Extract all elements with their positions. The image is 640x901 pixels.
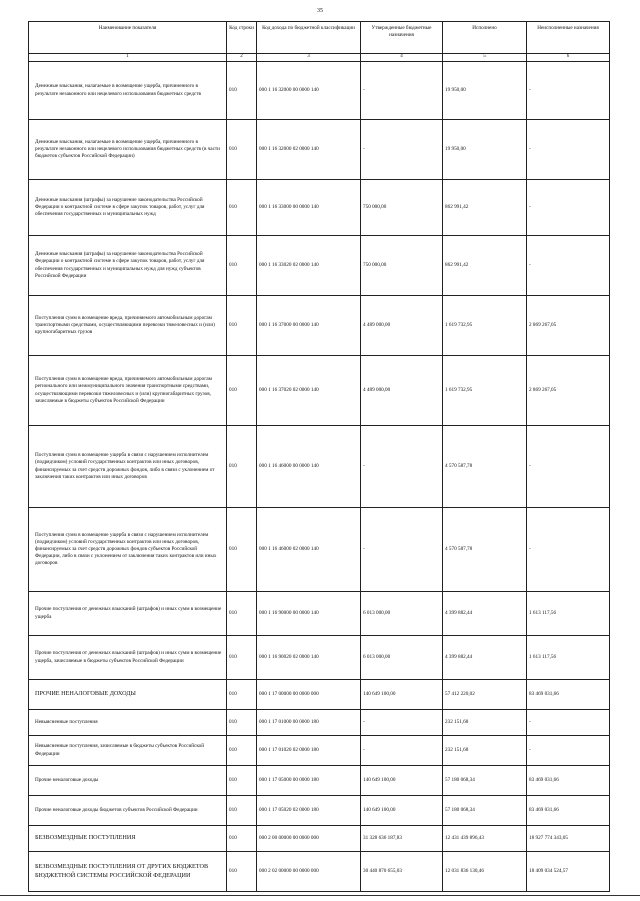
unexecuted-amount: 18 927 774 343,05	[527, 826, 610, 852]
income-code: 000 1 16 37020 02 0000 140	[257, 356, 361, 426]
budget-income-table	[28, 21, 610, 892]
table-row	[29, 180, 610, 236]
executed-amount: 232 151,68	[443, 710, 527, 736]
unexecuted-amount: 83 469 031,66	[527, 680, 610, 710]
executed-amount: 4 570 587,78	[443, 426, 527, 508]
unexecuted-amount: -	[527, 120, 610, 180]
header-line-code: Код строки	[227, 22, 257, 54]
unexecuted-amount: -	[527, 736, 610, 766]
column-number: 3	[257, 54, 361, 62]
approved-amount: 30 440 870 655,03	[361, 852, 443, 892]
income-code: 000 1 17 01020 02 0000 180	[257, 736, 361, 766]
executed-amount: 232 151,68	[443, 736, 527, 766]
indicator-name: Поступления сумм в возмещение ущерба в связи с нарушением исполнителем (подрядчиком) условий государственных контрактов или иных договоров, финансируемых за счет средств дорожных фондов субъектов Российской Федерации, либо в связи с уклонением от заключения таких контрактов или иных договоров	[29, 508, 227, 592]
approved-amount: -	[361, 710, 443, 736]
income-code: 000 1 17 05000 00 0000 180	[257, 766, 361, 796]
unexecuted-amount: -	[527, 236, 610, 296]
executed-amount: 862 991,42	[443, 180, 527, 236]
executed-amount: 19 950,00	[443, 120, 527, 180]
income-code: 000 1 17 00000 00 0000 000	[257, 680, 361, 710]
column-number: 5	[443, 54, 527, 62]
approved-amount: -	[361, 426, 443, 508]
approved-amount: 4 489 000,00	[361, 296, 443, 356]
indicator-name: БЕЗВОЗМЕЗДНЫЕ ПОСТУПЛЕНИЯ ОТ ДРУГИХ БЮДЖЕТОВ БЮДЖЕТНОЙ СИСТЕМЫ РОССИЙСКОЙ ФЕДЕРАЦИИ	[29, 852, 227, 892]
approved-amount: 6 013 000,00	[361, 636, 443, 680]
bottom-rule	[0, 895, 640, 896]
header-executed: Исполнено	[443, 22, 527, 54]
line-code: 010	[227, 62, 257, 120]
indicator-name: Поступления сумм в возмещение ущерба в связи с нарушением исполнителем (подрядчиком) условий государственных контрактов или иных договоров, финансируемых за счет средств дорожных фондов, либо в связи с уклонением от заключения таких контрактов или иных договоров	[29, 426, 227, 508]
approved-amount: 750 000,00	[361, 180, 443, 236]
approved-amount: -	[361, 508, 443, 592]
approved-amount: 140 649 100,00	[361, 766, 443, 796]
unexecuted-amount: -	[527, 180, 610, 236]
approved-amount: -	[361, 120, 443, 180]
unexecuted-amount: 1 613 117,56	[527, 636, 610, 680]
indicator-name: Невыясненные поступления	[29, 710, 227, 736]
table-row	[29, 636, 610, 680]
line-code: 010	[227, 180, 257, 236]
unexecuted-amount: 83 469 031,66	[527, 796, 610, 826]
income-code: 000 1 16 90000 00 0000 140	[257, 592, 361, 636]
line-code: 010	[227, 796, 257, 826]
table-row	[29, 710, 610, 736]
indicator-name: Денежные взыскания, налагаемые в возмещение ущерба, причиненного в результате незаконного или нецелевого использования бюджетных средств	[29, 62, 227, 120]
approved-amount: 6 013 000,00	[361, 592, 443, 636]
column-number-row	[29, 54, 610, 62]
line-code: 010	[227, 592, 257, 636]
column-number: 2	[227, 54, 257, 62]
indicator-name: Прочие неналоговые доходы	[29, 766, 227, 796]
line-code: 010	[227, 508, 257, 592]
income-code: 000 2 00 00000 00 0000 000	[257, 826, 361, 852]
unexecuted-amount: -	[527, 426, 610, 508]
indicator-name: Невыясненные поступления, зачисляемые в бюджеты субъектов Российской Федерации	[29, 736, 227, 766]
approved-amount: 140 649 100,00	[361, 796, 443, 826]
line-code: 010	[227, 426, 257, 508]
table-row	[29, 508, 610, 592]
table-row	[29, 236, 610, 296]
table-row	[29, 766, 610, 796]
header-unexecuted: Неисполненные назначения	[527, 22, 610, 54]
column-number: 1	[29, 54, 227, 62]
income-code: 000 2 02 00000 00 0000 000	[257, 852, 361, 892]
table-row	[29, 426, 610, 508]
executed-amount: 57 412 220,02	[443, 680, 527, 710]
line-code: 010	[227, 710, 257, 736]
line-code: 010	[227, 680, 257, 710]
table-row	[29, 680, 610, 710]
line-code: 010	[227, 826, 257, 852]
income-code: 000 1 16 33020 02 0000 140	[257, 236, 361, 296]
indicator-name: Денежные взыскания (штрафы) за нарушение законодательства Российской Федерации о контрактной системе в сфере закупок товаров, работ, услуг для обеспечения государственных и муниципальных нужд	[29, 180, 227, 236]
line-code: 010	[227, 356, 257, 426]
income-code: 000 1 16 37000 00 0000 140	[257, 296, 361, 356]
executed-amount: 57 180 068,34	[443, 766, 527, 796]
approved-amount: -	[361, 736, 443, 766]
executed-amount: 12 031 836 130,46	[443, 852, 527, 892]
approved-amount: 140 649 100,00	[361, 680, 443, 710]
line-code: 010	[227, 236, 257, 296]
approved-amount: 750 000,00	[361, 236, 443, 296]
line-code: 010	[227, 120, 257, 180]
indicator-name: Прочие поступления от денежных взысканий (штрафов) и иных сумм в возмещение ущерба, зачисляемые в бюджеты субъектов Российской Федерации	[29, 636, 227, 680]
indicator-name: Прочие неналоговые доходы бюджетов субъектов Российской Федерации	[29, 796, 227, 826]
header-income-code: Код дохода по бюджетной классификации	[257, 22, 361, 54]
approved-amount: 4 489 000,00	[361, 356, 443, 426]
executed-amount: 1 619 732,95	[443, 296, 527, 356]
page-number: 35	[317, 8, 323, 14]
unexecuted-amount: 2 869 267,05	[527, 356, 610, 426]
line-code: 010	[227, 296, 257, 356]
income-code: 000 1 16 90020 02 0000 140	[257, 636, 361, 680]
unexecuted-amount: -	[527, 710, 610, 736]
header-row	[29, 22, 610, 54]
indicator-name: Поступления сумм в возмещение вреда, причиняемого автомобильным дорогам регионального или межмуниципального значения транспортными средствами, осуществляющими перевозки тяжеловесных и (или) крупногабаритных грузов, зачисляемые в бюджеты субъектов Российской Федерации	[29, 356, 227, 426]
executed-amount: 12 431 439 896,43	[443, 826, 527, 852]
column-number: 6	[527, 54, 610, 62]
header-indicator-name: Наименование показателя	[29, 22, 227, 54]
indicator-name: Денежные взыскания, налагаемые в возмещение ущерба, причиненного в результате незаконного или нецелевого использования бюджетных средств (в части бюджетов субъектов Российской Федерации)	[29, 120, 227, 180]
income-code: 000 1 16 46000 00 0000 140	[257, 426, 361, 508]
unexecuted-amount: 2 869 267,05	[527, 296, 610, 356]
table-row	[29, 296, 610, 356]
executed-amount: 1 619 732,95	[443, 356, 527, 426]
approved-amount: -	[361, 62, 443, 120]
table-row	[29, 120, 610, 180]
income-code: 000 1 16 32000 02 0000 140	[257, 120, 361, 180]
table-row	[29, 592, 610, 636]
table-row	[29, 826, 610, 852]
income-code: 000 1 16 32000 00 0000 140	[257, 62, 361, 120]
table-row	[29, 796, 610, 826]
income-code: 000 1 17 01000 00 0000 180	[257, 710, 361, 736]
line-code: 010	[227, 736, 257, 766]
indicator-name: Денежные взыскания (штрафы) за нарушение законодательства Российской Федерации о контрактной системе в сфере закупок товаров, работ, услуг для обеспечения государственных и муниципальных нужд для нужд субъектов Российской Федерации	[29, 236, 227, 296]
unexecuted-amount: 83 469 031,66	[527, 766, 610, 796]
header-approved: Утвержденные бюджетные назначения	[361, 22, 443, 54]
line-code: 010	[227, 766, 257, 796]
approved-amount: 31 328 636 187,83	[361, 826, 443, 852]
income-code: 000 1 16 33000 00 0000 140	[257, 180, 361, 236]
executed-amount: 4 570 587,78	[443, 508, 527, 592]
unexecuted-amount: 18 409 034 524,57	[527, 852, 610, 892]
indicator-name: Прочие поступления от денежных взысканий (штрафов) и иных сумм в возмещение ущерба	[29, 592, 227, 636]
column-number: 4	[361, 54, 443, 62]
income-code: 000 1 16 46000 02 0000 140	[257, 508, 361, 592]
table-row	[29, 356, 610, 426]
indicator-name: ПРОЧИЕ НЕНАЛОГОВЫЕ ДОХОДЫ	[29, 680, 227, 710]
executed-amount: 19 950,00	[443, 62, 527, 120]
line-code: 010	[227, 852, 257, 892]
indicator-name: БЕЗВОЗМЕЗДНЫЕ ПОСТУПЛЕНИЯ	[29, 826, 227, 852]
table-row	[29, 852, 610, 892]
line-code: 010	[227, 636, 257, 680]
unexecuted-amount: 1 613 117,56	[527, 592, 610, 636]
executed-amount: 4 399 882,44	[443, 636, 527, 680]
table-row	[29, 736, 610, 766]
executed-amount: 4 399 882,44	[443, 592, 527, 636]
table-row	[29, 62, 610, 120]
executed-amount: 862 991,42	[443, 236, 527, 296]
unexecuted-amount: -	[527, 62, 610, 120]
unexecuted-amount: -	[527, 508, 610, 592]
income-code: 000 1 17 05020 02 0000 180	[257, 796, 361, 826]
indicator-name: Поступления сумм в возмещение вреда, причиняемого автомобильным дорогам транспортными средствами, осуществляющими перевозки тяжеловесных и (или) крупногабаритных грузов	[29, 296, 227, 356]
executed-amount: 57 180 068,34	[443, 796, 527, 826]
